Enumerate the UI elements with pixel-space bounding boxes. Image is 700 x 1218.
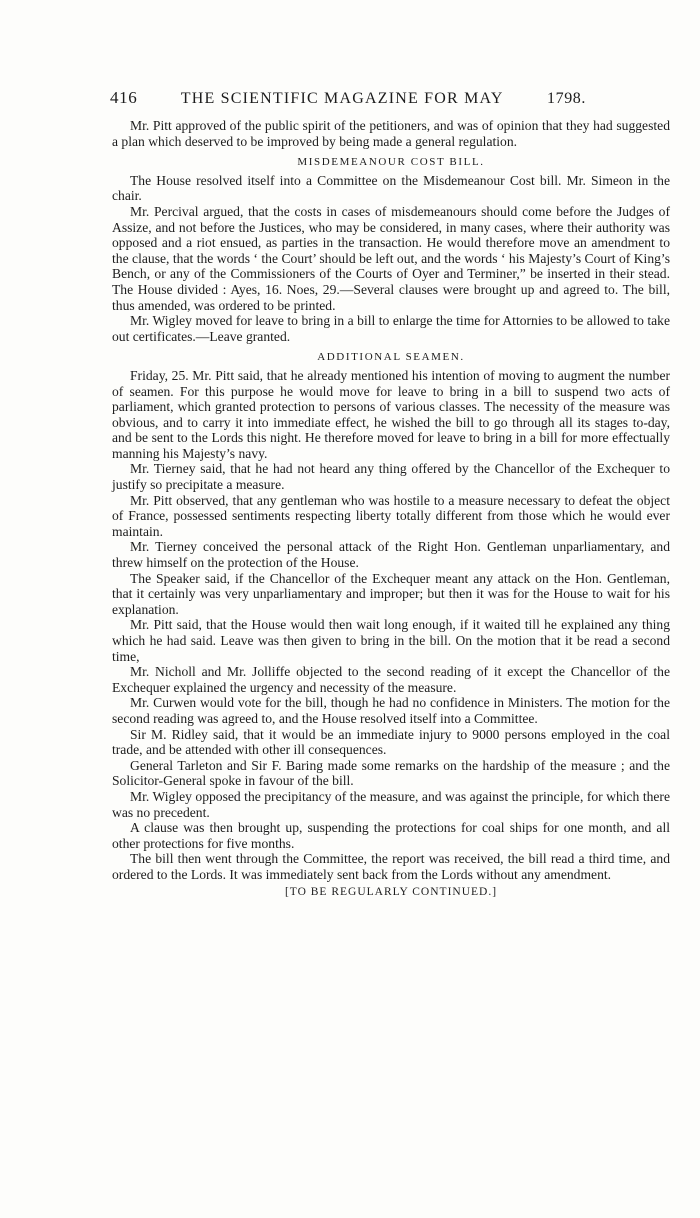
- paragraph: Mr. Nicholl and Mr. Jolliffe objected to the second reading of it except the Chancellor of the Exchequer explained the urgency and necessity of the measure.: [112, 664, 670, 695]
- section-heading-misdemeanour: MISDEMEANOUR COST BILL.: [297, 156, 485, 169]
- section-heading-seamen: ADDITIONAL SEAMEN.: [317, 351, 465, 364]
- paragraph: Mr. Wigley opposed the precipitancy of the measure, and was against the principle, for which there was no precedent.: [112, 788, 670, 820]
- paragraph: Mr. Pitt said, that the House would then wait long enough, if it waited till he explained any thing which he had said. Leave was then given to bring in the bill. On the motion that it be read a second time,: [112, 617, 670, 664]
- paragraph: Mr. Pitt observed, that any gentleman who was hostile to a measure necessary to defeat the object of France, possessed sentiments respecting liberty totally different from those which he would ever maintain.: [112, 492, 670, 539]
- paragraph: General Tarleton and Sir F. Baring made some remarks on the hardship of the measure ; and the Solicitor-General spoke in favour of the bill.: [112, 757, 670, 789]
- paragraph: Sir M. Ridley said, that it would be an immediate injury to 9000 persons employed in the coal trade, and be attended with other ill consequences.: [112, 726, 670, 758]
- page-number: 416: [110, 88, 138, 107]
- paragraph: The Speaker said, if the Chancellor of the Exchequer meant any attack on the Hon. Gentleman, that it certainly was very unparliamentary and improper; but then it was for the House to wait for his explanation.: [112, 570, 670, 617]
- continued-note: [TO BE REGULARLY CONTINUED.]: [284, 885, 498, 898]
- paragraph: Mr. Tierney conceived the personal attack of the Right Hon. Gentleman unparliamentary, and threw himself on the protection of the House.: [112, 539, 670, 571]
- intro-paragraph: Mr. Pitt approved of the public spirit of the petitioners, and was of opinion that they had suggested a plan which deserved to be improved by being made a general regulation.: [112, 118, 670, 149]
- paragraph: Mr. Percival argued, that the costs in cases of misdemeanours should come before the Judges of Assize, and not before the Justices, who may be considered, in many cases, where their authority was opposed and a riot ensued, as parties in the transaction. He would therefore move an amendment to the clause, that the words ‘ the Court’ should be left out, and the words ‘ his Majesty’s Court of King’s Bench, or any of the Commissioners of the Courts of Oyer and Terminer,” be inserted in their stead. The House divided : Ayes, 16. Noes, 29.—Several clauses were brought up and agreed to. The bill, thus amended, was ordered to be printed.: [112, 203, 670, 313]
- paragraph: Mr. Curwen would vote for the bill, though he had no confidence in Ministers. The motion for the second reading was agreed to, and the House resolved itself into a Committee.: [112, 695, 670, 726]
- paragraph: Mr. Tierney said, that he had not heard any thing offered by the Chancellor of the Exchequer to justify so precipitate a measure.: [112, 461, 670, 493]
- paragraph: Mr. Wigley moved for leave to bring in a bill to enlarge the time for Attornies to be allowed to take out certificates.—Leave granted.: [112, 313, 670, 344]
- header-year: 1798.: [547, 90, 586, 107]
- article-body: [112, 118, 670, 900]
- paragraph: The bill then went through the Committee, the report was received, the bill read a third time, and ordered to the Lords. It was immediately sent back from the Lords without any amendment.: [112, 851, 670, 882]
- running-title: THE SCIENTIFIC MAGAZINE FOR MAY: [180, 90, 504, 107]
- paragraph: Friday, 25. Mr. Pitt said, that he already mentioned his intention of moving to augment the number of seamen. For this purpose he would move for leave to bring in a bill to suspend two acts of parliament, which granted protection to persons of various classes. The necessity of the measure was obvious, and to carry it into immediate effect, he wished the bill to go through all its stages to-day, and be sent to the Lords this night. He therefore moved for leave to bring in a bill for more effectually manning his Majesty’s navy.: [112, 367, 670, 461]
- running-header: [110, 88, 586, 108]
- paragraph: A clause was then brought up, suspending the protections for coal ships for one month, and all other protections for five months.: [112, 820, 670, 851]
- paragraph: The House resolved itself into a Committee on the Misdemeanour Cost bill. Mr. Simeon in the chair.: [112, 172, 670, 204]
